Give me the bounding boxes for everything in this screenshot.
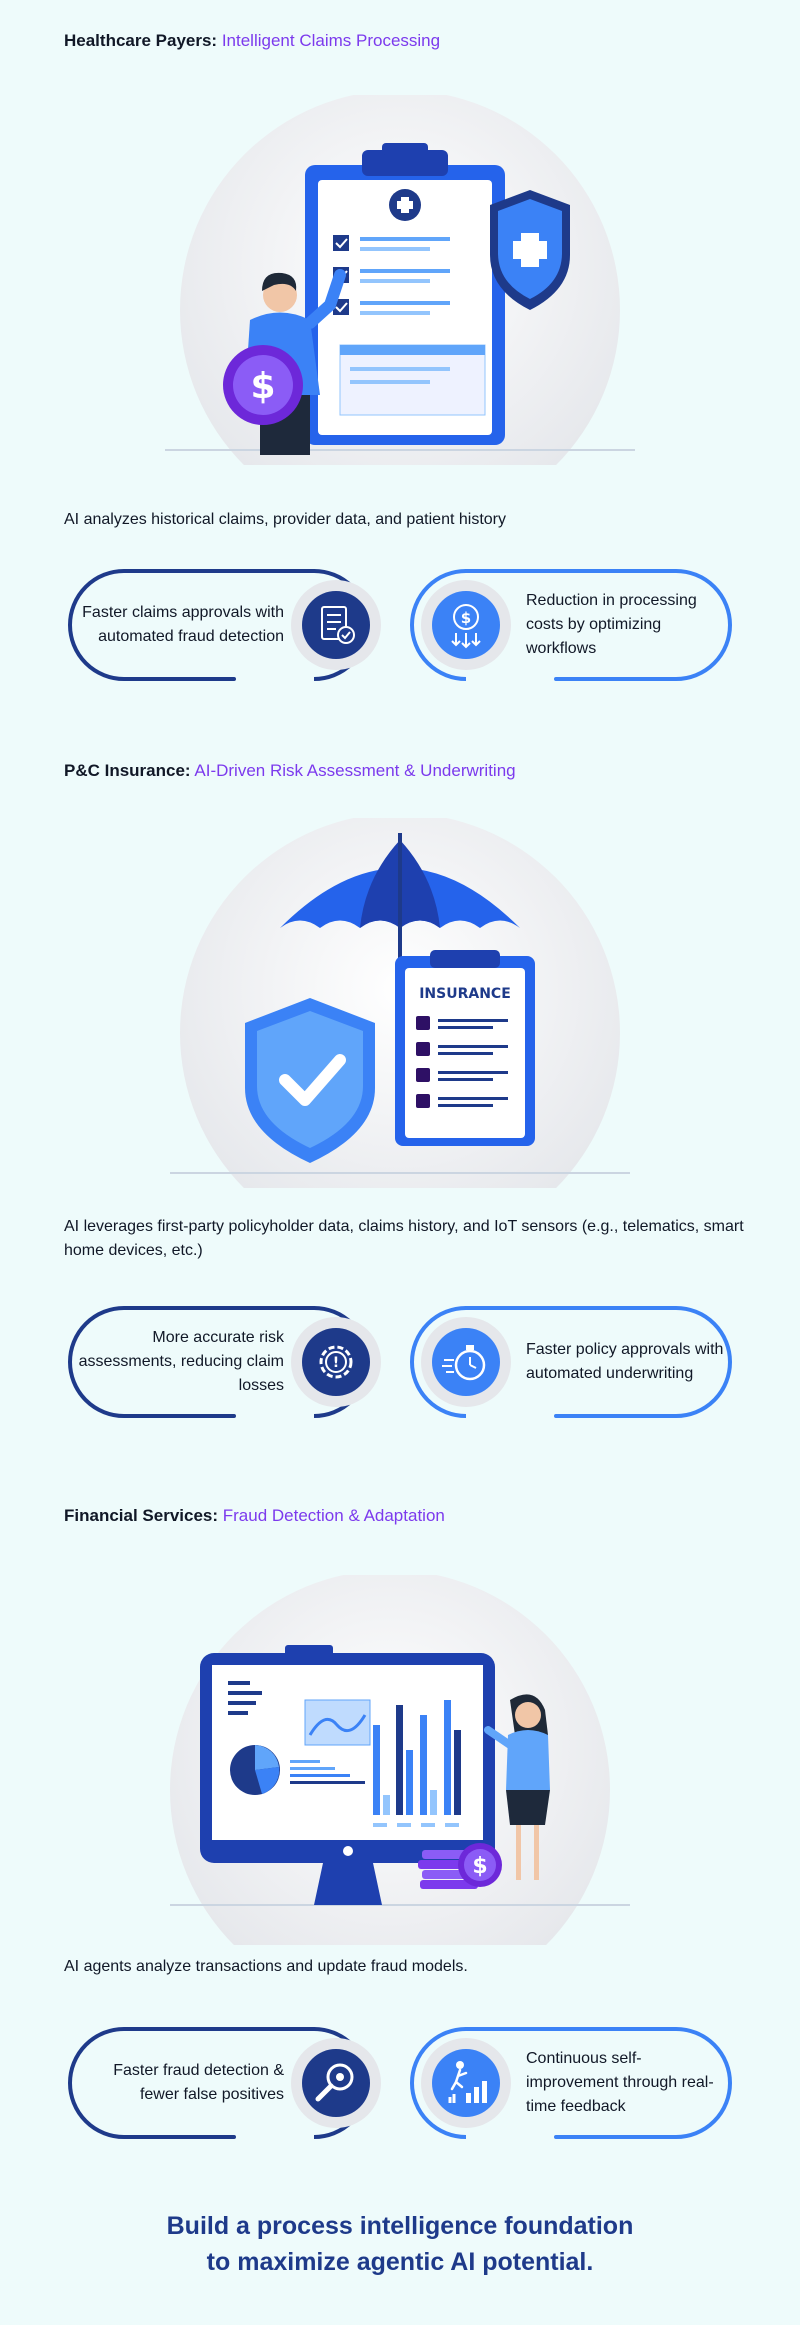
section-title	[64, 760, 516, 782]
section-title-strong: Healthcare Payers:	[64, 31, 218, 50]
section-title-strong: Financial Services:	[64, 1506, 219, 1525]
magnifier-fraud-icon	[290, 2037, 382, 2129]
coin-icon	[223, 345, 303, 425]
benefit-text-right: Reduction in processing costs by optimizing workflows	[526, 592, 697, 657]
fraud-dashboard-illustration	[150, 1575, 650, 1945]
section-financial-services	[0, 1475, 800, 2175]
benefit-text-right: Continuous self-improvement through real-time feedback	[526, 2050, 714, 2115]
claims-document-icon	[290, 579, 382, 671]
insurance-label: INSURANCE	[419, 986, 511, 1002]
benefit-text-left: Faster fraud detection & fewer false positives	[113, 2062, 284, 2103]
benefits-row	[64, 2023, 736, 2143]
section-title	[64, 30, 440, 52]
healthcare-illustration	[150, 95, 650, 465]
benefit-text-left: More accurate risk assessments, reducing claim losses	[78, 1329, 284, 1394]
svg-text:$: $	[460, 609, 472, 627]
svg-text:$: $	[250, 366, 276, 407]
benefit-card-right	[406, 2023, 736, 2143]
section-description: AI agents analyze transactions and update fraud models.	[64, 1958, 468, 1975]
benefit-text-left: Faster claims approvals with automated fraud detection	[82, 604, 284, 645]
benefit-card-left	[64, 2023, 394, 2143]
risk-gear-icon	[290, 1316, 382, 1408]
growth-person-icon	[420, 2037, 512, 2129]
benefit-card-left	[64, 565, 394, 685]
section-title	[64, 1505, 445, 1527]
cta-line-1: Build a process intelligence foundation	[166, 2212, 634, 2240]
section-title-accent: Fraud Detection & Adaptation	[222, 1506, 445, 1525]
cost-reduction-icon	[420, 579, 512, 671]
section-description: AI leverages first-party policyholder data, claims history, and IoT sensors (e.g., telematics, smart home devices, etc.)	[64, 1218, 744, 1259]
fast-stopwatch-icon	[420, 1316, 512, 1408]
benefits-row	[64, 1302, 736, 1422]
section-description: AI analyzes historical claims, provider data, and patient history	[64, 511, 506, 528]
benefit-card-right	[406, 565, 736, 685]
svg-text:$: $	[472, 1854, 488, 1879]
section-title-accent: Intelligent Claims Processing	[221, 31, 441, 50]
insurance-clipboard-icon	[395, 950, 535, 1146]
benefits-row	[64, 565, 736, 685]
cta-line-2: to maximize agentic AI potential.	[206, 2248, 594, 2276]
svg-text:!: !	[332, 1355, 340, 1371]
insurance-illustration	[150, 818, 650, 1188]
section-healthcare	[0, 0, 800, 700]
benefit-card-left	[64, 1302, 394, 1422]
section-title-strong: P&C Insurance:	[64, 761, 191, 780]
benefit-card-right	[406, 1302, 736, 1422]
section-pc-insurance	[0, 730, 800, 1430]
cta-heading	[0, 2208, 800, 2280]
benefit-text-right: Faster policy approvals with automated underwriting	[526, 1341, 724, 1382]
section-title-accent: AI-Driven Risk Assessment & Underwriting	[194, 761, 516, 780]
